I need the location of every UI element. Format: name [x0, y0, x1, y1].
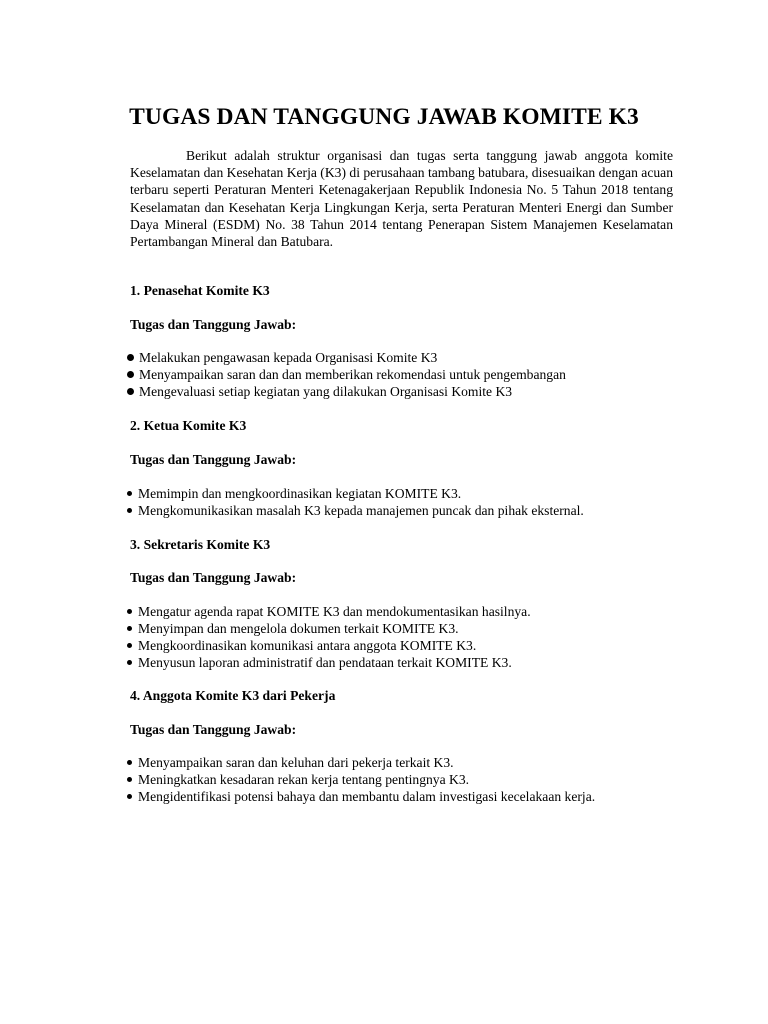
bullet-icon: [127, 777, 132, 782]
bullet-icon: [127, 609, 132, 614]
list-item: [127, 637, 531, 654]
list-item: [127, 502, 584, 519]
list-item: [127, 654, 531, 671]
bullet-icon: [127, 760, 132, 765]
list-item-text: Mengkomunikasikan masalah K3 kepada manajemen puncak dan pihak eksternal.: [138, 503, 584, 518]
list-item-text: Mengevaluasi setiap kegiatan yang dilakukan Organisasi Komite K3: [139, 384, 513, 399]
intro-paragraph: Berikut adalah struktur organisasi dan tugas serta tanggung jawab anggota komite Keselamatan dan Kesehatan Kerja (K3) di perusahaan tambang batubara, disesuaikan dengan acuan terbaru seperti Peraturan Menteri Ketenagakerjaan Republik Indonesia No. 5 Tahun 2018 tentang Keselamatan dan Kesehatan Kerja Lingkungan Kerja, serta Peraturan Menteri Energi dan Sumber Daya Mineral (ESDM) No. 38 Tahun 2014 tentang Penerapan Sistem Manajemen Keselamatan Pertambangan Mineral dan Batubara.: [130, 148, 673, 250]
list-item: [127, 788, 595, 805]
section-heading-anggota: 4. Anggota Komite K3 dari Pekerja: [130, 688, 336, 703]
section-heading-penasehat: 1. Penasehat Komite K3: [130, 283, 270, 298]
list-item-text: Mengidentifikasi potensi bahaya dan membantu dalam investigasi kecelakaan kerja.: [138, 789, 596, 804]
list-item: [127, 366, 566, 383]
section-heading-sekretaris: 3. Sekretaris Komite K3: [130, 537, 271, 552]
bullet-icon: [127, 354, 134, 361]
list-item-text: Menyampaikan saran dan dan memberikan rekomendasi untuk pengembangan: [139, 367, 566, 382]
list-item: [127, 603, 531, 620]
list-item: [127, 771, 595, 788]
list-item-text: Melakukan pengawasan kepada Organisasi Komite K3: [139, 350, 438, 365]
list-item-text: Memimpin dan mengkoordinasikan kegiatan KOMITE K3.: [138, 486, 462, 501]
list-item: [127, 754, 595, 771]
bullet-icon: [127, 371, 134, 378]
list-item-text: Meningkatkan kesadaran rekan kerja tentang pentingnya K3.: [138, 772, 470, 787]
list-item: [127, 349, 566, 366]
bullet-icon: [127, 626, 132, 631]
section-heading-ketua: 2. Ketua Komite K3: [130, 418, 247, 433]
section-subheading: Tugas dan Tanggung Jawab:: [130, 452, 297, 467]
list-item-text: Mengkoordinasikan komunikasi antara anggota KOMITE K3.: [138, 638, 477, 653]
list-item: [127, 383, 566, 400]
bullet-icon: [127, 491, 132, 496]
list-item: [127, 620, 531, 637]
list-item-text: Menyimpan dan mengelola dokumen terkait KOMITE K3.: [138, 621, 459, 636]
section-subheading: Tugas dan Tanggung Jawab:: [130, 722, 297, 737]
list-item: [127, 485, 584, 502]
bullet-list-ketua: [127, 485, 584, 519]
section-subheading: Tugas dan Tanggung Jawab:: [130, 317, 297, 332]
list-item-text: Mengatur agenda rapat KOMITE K3 dan mendokumentasikan hasilnya.: [138, 604, 531, 619]
bullet-list-sekretaris: [127, 603, 531, 671]
list-item-text: Menyusun laporan administratif dan pendataan terkait KOMITE K3.: [138, 655, 512, 670]
bullet-list-anggota: [127, 754, 595, 805]
bullet-icon: [127, 660, 132, 665]
list-item-text: Menyampaikan saran dan keluhan dari pekerja terkait K3.: [138, 755, 454, 770]
bullet-icon: [127, 794, 132, 799]
bullet-list-penasehat: [127, 349, 566, 400]
section-subheading: Tugas dan Tanggung Jawab:: [130, 570, 297, 585]
bullet-icon: [127, 388, 134, 395]
page-title: TUGAS DAN TANGGUNG JAWAB KOMITE K3: [129, 104, 639, 130]
bullet-icon: [127, 643, 132, 648]
bullet-icon: [127, 508, 132, 513]
